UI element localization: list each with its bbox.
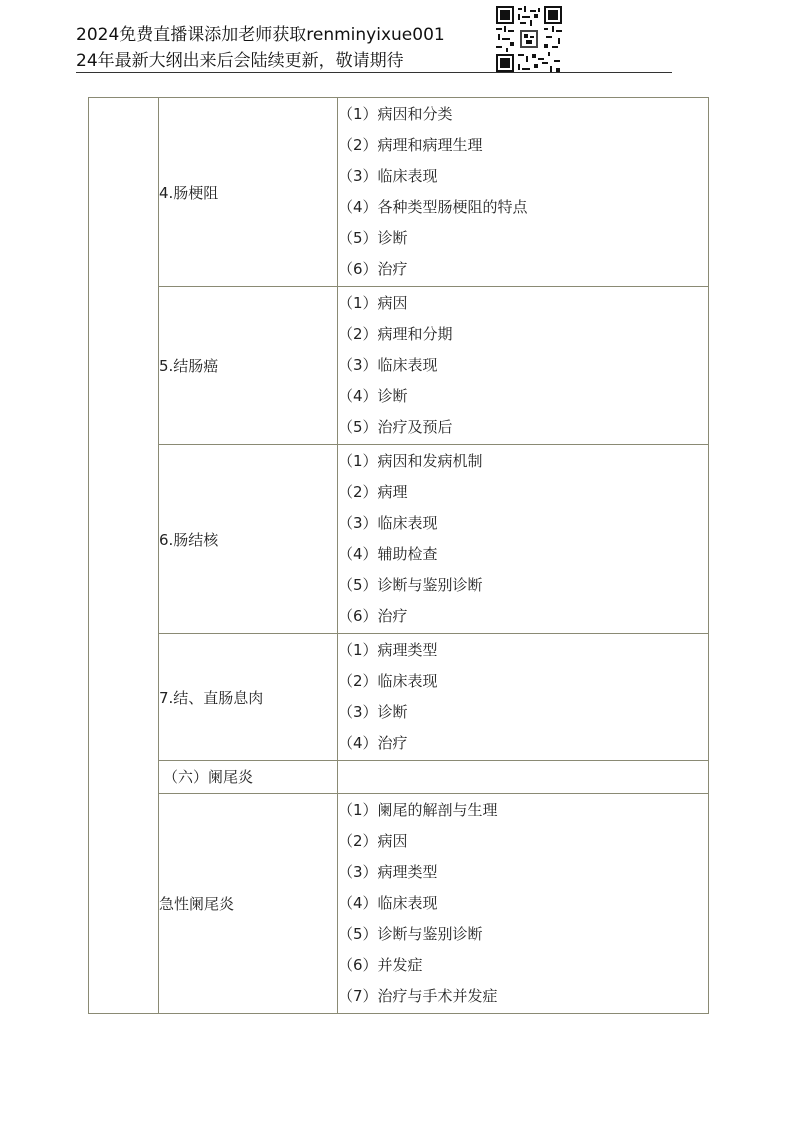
- topic-cell: [159, 287, 338, 445]
- list-item: （5）诊断与鉴别诊断: [338, 576, 483, 594]
- topic-label: 急性阑尾炎: [159, 895, 235, 913]
- content-cell: [338, 794, 709, 1014]
- table-row: [89, 445, 709, 634]
- topic-cell: [159, 634, 338, 761]
- content-cell: [338, 98, 709, 287]
- list-item: （6）治疗: [338, 260, 408, 278]
- list-item: （6）治疗: [338, 607, 408, 625]
- table-row: [89, 98, 709, 287]
- list-item: （4）辅助检查: [338, 545, 438, 563]
- qr-code-icon: [496, 6, 562, 72]
- content-cell: [338, 287, 709, 445]
- topic-cell: [159, 98, 338, 287]
- content-cell: [338, 634, 709, 761]
- blank-column-cell: [89, 98, 159, 1014]
- list-item: （1）病因和分类: [338, 105, 453, 123]
- list-item: （4）治疗: [338, 734, 408, 752]
- list-item: （2）临床表现: [338, 672, 438, 690]
- table-row: [89, 794, 709, 1014]
- list-item: （3）临床表现: [338, 514, 438, 532]
- list-item: （1）病因和发病机制: [338, 452, 483, 470]
- list-item: （1）阑尾的解剖与生理: [338, 801, 498, 819]
- section-title-cell: [159, 761, 338, 794]
- topic-cell: [159, 794, 338, 1014]
- topic-label: 5.结肠癌: [159, 357, 219, 375]
- list-item: （2）病理: [338, 483, 408, 501]
- list-item: （3）诊断: [338, 703, 408, 721]
- syllabus-table: [88, 97, 709, 1014]
- list-item: （3）临床表现: [338, 356, 438, 374]
- list-item: （2）病理和分期: [338, 325, 453, 343]
- header-promo-line: 2024免费直播课添加老师获取renminyixue001: [76, 25, 445, 45]
- list-item: （4）临床表现: [338, 894, 438, 912]
- list-item: （4）诊断: [338, 387, 408, 405]
- list-item: （5）诊断: [338, 229, 408, 247]
- table-row: [89, 287, 709, 445]
- list-item: （1）病因: [338, 294, 408, 312]
- list-item: （3）病理类型: [338, 863, 438, 881]
- header-divider: [76, 72, 672, 73]
- header-notice-line: 24年最新大纲出来后会陆续更新，敬请期待: [76, 51, 404, 71]
- list-item: （5）诊断与鉴别诊断: [338, 925, 483, 943]
- content-cell: [338, 445, 709, 634]
- list-item: （2）病理和病理生理: [338, 136, 483, 154]
- list-item: （6）并发症: [338, 956, 423, 974]
- empty-content-cell: [338, 761, 709, 794]
- topic-label: 4.肠梗阻: [159, 183, 219, 202]
- list-item: （4）各种类型肠梗阻的特点: [338, 198, 528, 216]
- list-item: （2）病因: [338, 832, 408, 850]
- page-header: [76, 6, 676, 74]
- topic-label: 6.肠结核: [159, 530, 219, 549]
- table-row: [89, 761, 709, 794]
- topic-cell: [159, 445, 338, 634]
- section-title: （六）阑尾炎: [163, 768, 254, 786]
- list-item: （5）治疗及预后: [338, 418, 453, 436]
- list-item: （7）治疗与手术并发症: [338, 987, 498, 1005]
- topic-label: 7.结、直肠息肉: [159, 688, 264, 707]
- list-item: （1）病理类型: [338, 641, 438, 659]
- table-row: [89, 634, 709, 761]
- list-item: （3）临床表现: [338, 167, 438, 185]
